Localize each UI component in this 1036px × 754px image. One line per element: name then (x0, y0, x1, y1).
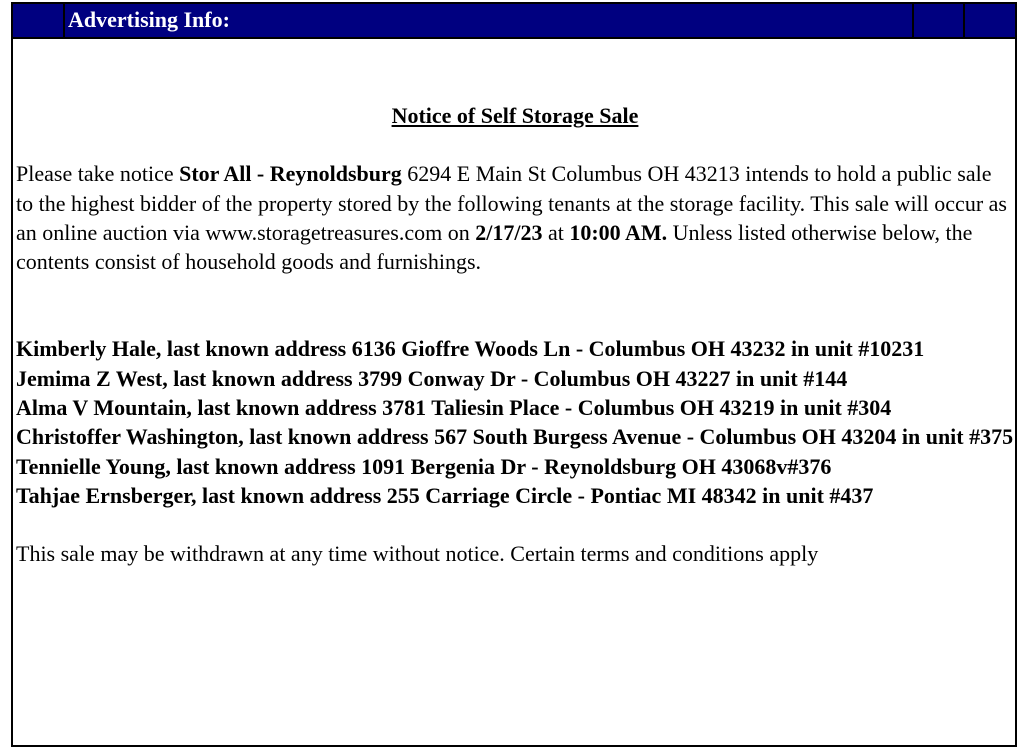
header-title: Advertising Info: (68, 7, 230, 32)
tenant-entry: Kimberly Hale, last known address 6136 Gioffre Woods Ln - Columbus OH 43232 in unit #10231 (16, 336, 925, 362)
intro-text-3: at (542, 219, 570, 245)
notice-closing: This sale may be withdrawn at any time without notice. Certain terms and conditions apply (16, 541, 819, 567)
sale-date: 2/17/23 (475, 219, 543, 245)
tenant-entry: Tennielle Young, last known address 1091 Bergenia Dr - Reynoldsburg OH 43068v#376 (16, 453, 832, 479)
header-cell-right (912, 4, 965, 37)
sale-time: 10:00 AM. (569, 219, 668, 245)
intro-text-1: Please take notice (16, 161, 180, 187)
tenant-entry: Christoffer Washington, last known address 567 South Burgess Avenue - Columbus OH 43204 in unit #375 (16, 424, 1014, 450)
notice-title: Notice of Self Storage Sale (391, 103, 639, 128)
header-bar (13, 4, 1015, 39)
tenant-list (16, 334, 1014, 510)
advertising-info-panel (11, 2, 1017, 747)
tenant-entry: Tahjae Ernsberger, last known address 255 Carriage Circle - Pontiac MI 48342 in unit #437 (16, 482, 874, 508)
intro-text-4: Unless listed otherwise below, the contents consist of household goods and furnishings. (16, 219, 973, 275)
header-cell-left (13, 4, 65, 37)
intro-text-2: 6294 E Main St Columbus OH 43213 intends to hold a public sale to the highest bidder of the property stored by the following tenants at the storage facility. This sale will occur as an online auction via www.storagetreasures.com on (16, 161, 1007, 245)
tenant-entry: Alma V Mountain, last known address 3781 Taliesin Place - Columbus OH 43219 in unit #304 (16, 395, 892, 421)
facility-name: Stor All - Reynoldsburg (179, 161, 402, 187)
notice-content (16, 64, 1014, 569)
notice-intro (16, 159, 1014, 276)
tenant-entry: Jemima Z West, last known address 3799 Conway Dr - Columbus OH 43227 in unit #144 (16, 365, 848, 391)
